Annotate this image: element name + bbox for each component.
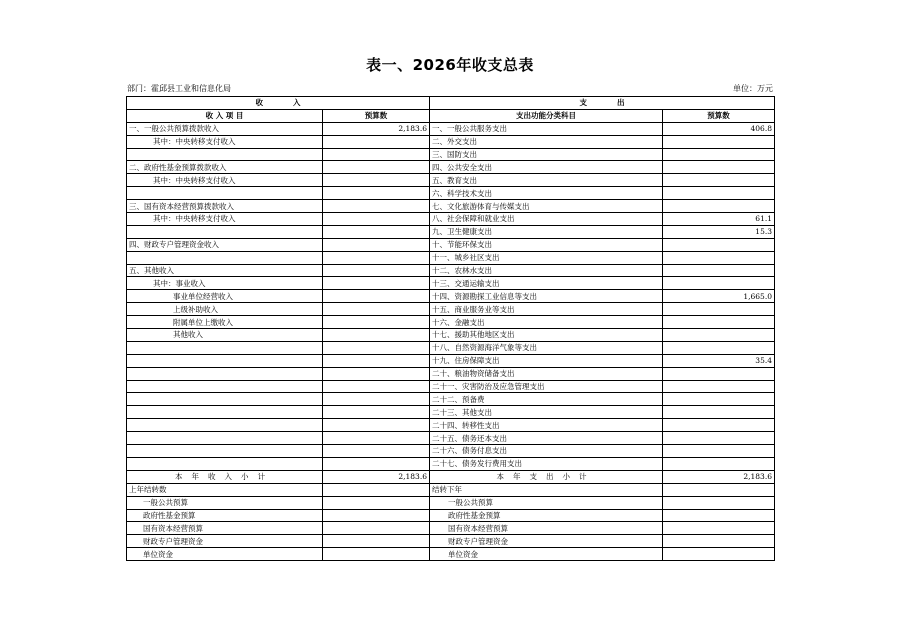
carryover-expense-title: 结转下年 (430, 483, 663, 496)
carryover-expense-item: 政府性基金预算 (430, 509, 663, 522)
table-row (127, 406, 775, 419)
table-row (127, 225, 775, 238)
income-amount-cell (323, 174, 430, 187)
carryover-income-item: 一般公共预算 (127, 496, 323, 509)
expense-subtotal-label: 本年支出小计 (430, 470, 663, 483)
expense-item-cell: 九、卫生健康支出 (430, 225, 663, 238)
income-amount-header: 预算数 (323, 109, 430, 122)
table-row (127, 419, 775, 432)
income-amount-cell (323, 251, 430, 264)
carryover-row (127, 548, 775, 561)
expense-item-cell: 十一、城乡社区支出 (430, 251, 663, 264)
carryover-income-value (323, 509, 430, 522)
carryover-income-amount (323, 483, 430, 496)
department-label: 部门：霍邱县工业和信息化局 (127, 84, 231, 93)
expense-item-cell: 一、一般公共服务支出 (430, 122, 663, 135)
unit-label: 单位：万元 (733, 84, 773, 93)
expense-item-cell: 十二、农林水支出 (430, 264, 663, 277)
expense-item-cell: 十七、援助其他地区支出 (430, 329, 663, 342)
expense-amount-cell (663, 393, 775, 406)
subtotal-row (127, 470, 775, 483)
expense-item-cell: 二十六、债务付息支出 (430, 445, 663, 458)
carryover-income-value (323, 522, 430, 535)
carryover-expense-item: 单位资金 (430, 548, 663, 561)
income-amount-cell (323, 380, 430, 393)
expense-amount-header: 预算数 (663, 109, 775, 122)
expense-amount-cell (663, 341, 775, 354)
expense-amount-cell: 1,665.0 (663, 290, 775, 303)
income-item-cell (127, 187, 323, 200)
table-row (127, 148, 775, 161)
expense-item-cell: 八、社会保障和就业支出 (430, 213, 663, 226)
expense-item-cell: 四、公共安全支出 (430, 161, 663, 174)
carryover-expense-item: 财政专户管理资金 (430, 535, 663, 548)
carryover-income-item: 政府性基金预算 (127, 509, 323, 522)
income-amount-cell (323, 200, 430, 213)
expense-amount-cell (663, 200, 775, 213)
page-title: 表一、2026年收支总表 (366, 56, 534, 74)
table-row (127, 122, 775, 135)
income-item-cell (127, 406, 323, 419)
income-item-header: 收 入 项 目 (127, 109, 323, 122)
expense-item-cell: 二、外交支出 (430, 135, 663, 148)
expense-subtotal-amount: 2,183.6 (663, 470, 775, 483)
income-item-cell (127, 432, 323, 445)
budget-table (126, 96, 775, 561)
income-amount-cell (323, 393, 430, 406)
table-row (127, 187, 775, 200)
expense-item-cell: 六、科学技术支出 (430, 187, 663, 200)
carryover-expense-value (663, 522, 775, 535)
expense-amount-cell (663, 367, 775, 380)
income-item-cell (127, 225, 323, 238)
table-row (127, 445, 775, 458)
income-item-cell: 其他收入 (127, 329, 323, 342)
table-row (127, 251, 775, 264)
income-item-cell: 其中：中央转移支付收入 (127, 213, 323, 226)
income-item-cell (127, 380, 323, 393)
expense-amount-cell (663, 264, 775, 277)
expense-item-cell: 十六、金融支出 (430, 316, 663, 329)
carryover-expense-value (663, 535, 775, 548)
income-amount-cell (323, 419, 430, 432)
expense-amount-cell (663, 238, 775, 251)
expense-amount-cell (663, 135, 775, 148)
income-item-cell (127, 419, 323, 432)
income-subtotal-label: 本年收入小计 (127, 470, 323, 483)
income-amount-cell (323, 303, 430, 316)
table-row (127, 277, 775, 290)
expense-item-cell: 三、国防支出 (430, 148, 663, 161)
column-header-row (127, 109, 775, 122)
income-amount-cell (323, 354, 430, 367)
expense-amount-cell (663, 277, 775, 290)
expense-item-cell: 二十一、灾害防治及应急管理支出 (430, 380, 663, 393)
income-item-cell (127, 251, 323, 264)
carryover-row (127, 535, 775, 548)
income-item-cell: 四、财政专户管理资金收入 (127, 238, 323, 251)
carryover-expense-value (663, 548, 775, 561)
income-amount-cell (323, 432, 430, 445)
table-row (127, 161, 775, 174)
table-row (127, 380, 775, 393)
expense-item-cell: 十九、住房保障支出 (430, 354, 663, 367)
income-item-cell: 上级补助收入 (127, 303, 323, 316)
carryover-income-item: 财政专户管理资金 (127, 535, 323, 548)
income-amount-cell (323, 341, 430, 354)
income-item-cell: 五、其他收入 (127, 264, 323, 277)
carryover-expense-amount (663, 483, 775, 496)
expense-amount-cell (663, 329, 775, 342)
table-row (127, 200, 775, 213)
expense-item-cell: 十四、资源勘探工业信息等支出 (430, 290, 663, 303)
table-row (127, 290, 775, 303)
carryover-income-value (323, 548, 430, 561)
income-amount-cell (323, 457, 430, 470)
income-amount-cell (323, 225, 430, 238)
income-item-cell (127, 148, 323, 161)
income-subtotal-amount: 2,183.6 (323, 470, 430, 483)
income-item-cell (127, 393, 323, 406)
income-item-cell: 其中：中央转移支付收入 (127, 135, 323, 148)
carryover-expense-item: 国有资本经营预算 (430, 522, 663, 535)
income-item-cell (127, 457, 323, 470)
expense-amount-cell: 35.4 (663, 354, 775, 367)
income-amount-cell (323, 238, 430, 251)
table-row (127, 238, 775, 251)
table-row (127, 341, 775, 354)
group-header-row (127, 97, 775, 110)
table-row (127, 303, 775, 316)
carryover-row (127, 522, 775, 535)
expense-item-cell: 二十、粮油物资储备支出 (430, 367, 663, 380)
expense-amount-cell (663, 316, 775, 329)
income-item-cell (127, 354, 323, 367)
income-amount-cell (323, 161, 430, 174)
table-row (127, 457, 775, 470)
expense-item-cell: 十八、自然资源海洋气象等支出 (430, 341, 663, 354)
expense-amount-cell (663, 303, 775, 316)
expense-item-header: 支出功能分类科目 (430, 109, 663, 122)
table-row (127, 329, 775, 342)
income-amount-cell (323, 406, 430, 419)
carryover-row (127, 509, 775, 522)
carryover-income-title: 上年结转数 (127, 483, 323, 496)
expense-amount-cell: 61.1 (663, 213, 775, 226)
income-amount-cell (323, 135, 430, 148)
expense-item-cell: 二十三、其他支出 (430, 406, 663, 419)
table-row (127, 432, 775, 445)
table-row (127, 264, 775, 277)
expense-item-cell: 五、教育支出 (430, 174, 663, 187)
table-row (127, 367, 775, 380)
income-amount-cell (323, 187, 430, 200)
income-amount-cell (323, 445, 430, 458)
expense-item-cell: 二十二、预备费 (430, 393, 663, 406)
carryover-income-item: 国有资本经营预算 (127, 522, 323, 535)
expense-item-cell: 二十四、转移性支出 (430, 419, 663, 432)
income-item-cell: 事业单位经营收入 (127, 290, 323, 303)
expense-item-cell: 二十五、债务还本支出 (430, 432, 663, 445)
expense-item-cell: 十五、商业服务业等支出 (430, 303, 663, 316)
expense-amount-cell (663, 445, 775, 458)
income-group-header: 收 入 (127, 97, 430, 110)
carryover-title-row (127, 483, 775, 496)
income-item-cell: 其中：事业收入 (127, 277, 323, 290)
income-amount-cell: 2,183.6 (323, 122, 430, 135)
expense-item-cell: 十三、交通运输支出 (430, 277, 663, 290)
carryover-expense-value (663, 496, 775, 509)
expense-amount-cell (663, 148, 775, 161)
carryover-expense-value (663, 509, 775, 522)
expense-item-cell: 七、文化旅游体育与传媒支出 (430, 200, 663, 213)
expense-item-cell: 二十七、债务发行费用支出 (430, 457, 663, 470)
income-amount-cell (323, 277, 430, 290)
income-amount-cell (323, 329, 430, 342)
income-item-cell: 其中：中央转移支付收入 (127, 174, 323, 187)
expense-amount-cell: 406.8 (663, 122, 775, 135)
income-item-cell (127, 341, 323, 354)
expense-item-cell: 十、节能环保支出 (430, 238, 663, 251)
carryover-income-item: 单位资金 (127, 548, 323, 561)
income-amount-cell (323, 290, 430, 303)
expense-amount-cell (663, 380, 775, 393)
income-item-cell: 二、政府性基金预算拨款收入 (127, 161, 323, 174)
income-item-cell: 一、一般公共预算拨款收入 (127, 122, 323, 135)
carryover-income-value (323, 535, 430, 548)
expense-amount-cell (663, 419, 775, 432)
income-item-cell (127, 445, 323, 458)
expense-amount-cell (663, 406, 775, 419)
expense-amount-cell (663, 457, 775, 470)
table-row (127, 135, 775, 148)
income-amount-cell (323, 213, 430, 226)
carryover-row (127, 496, 775, 509)
income-amount-cell (323, 148, 430, 161)
income-amount-cell (323, 264, 430, 277)
table-row (127, 393, 775, 406)
table-row (127, 213, 775, 226)
expense-amount-cell (663, 161, 775, 174)
expense-amount-cell: 15.3 (663, 225, 775, 238)
expense-amount-cell (663, 187, 775, 200)
income-item-cell (127, 367, 323, 380)
table-row (127, 174, 775, 187)
expense-amount-cell (663, 251, 775, 264)
carryover-expense-item: 一般公共预算 (430, 496, 663, 509)
table-row (127, 354, 775, 367)
income-amount-cell (323, 316, 430, 329)
carryover-income-value (323, 496, 430, 509)
expense-amount-cell (663, 432, 775, 445)
income-item-cell: 三、国有资本经营预算拨款收入 (127, 200, 323, 213)
table-row (127, 316, 775, 329)
income-item-cell: 附属单位上缴收入 (127, 316, 323, 329)
income-amount-cell (323, 367, 430, 380)
expense-amount-cell (663, 174, 775, 187)
expense-group-header: 支 出 (430, 97, 775, 110)
